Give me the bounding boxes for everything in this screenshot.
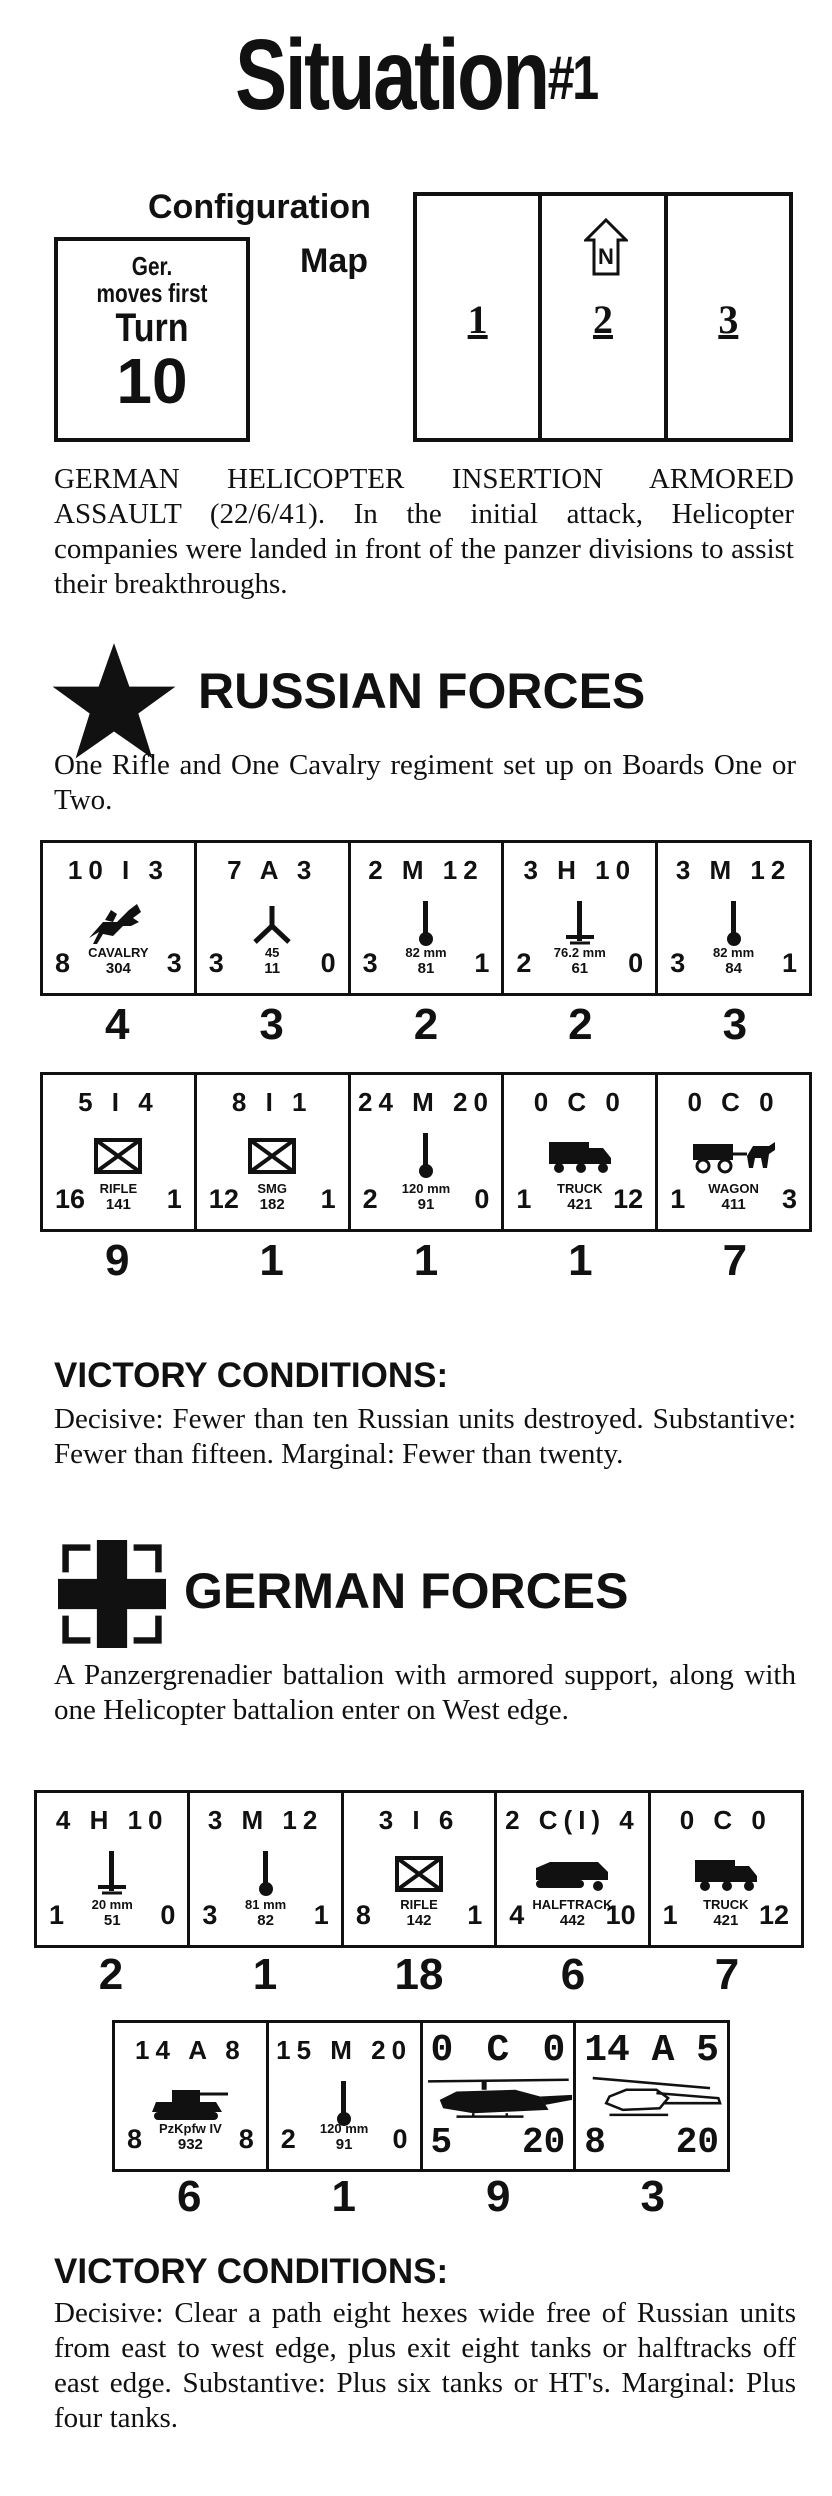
counter-range: 5 (696, 2029, 719, 2072)
counter-unit-id: 84 (725, 960, 742, 977)
halftrack-icon (497, 1847, 647, 1901)
antitank-gun-icon (197, 897, 348, 951)
counter-movement: 1 (320, 1184, 336, 1214)
counter-top-values: 2 M 12 (368, 855, 484, 885)
german-forces-heading: GERMAN FORCES (184, 1563, 629, 1619)
counter-movement: 0 (160, 1900, 176, 1930)
counter-unit-id: 82 (257, 1912, 274, 1929)
counter-movement: 1 (474, 948, 490, 978)
map-label: Map (300, 242, 368, 280)
german-counters-row-1 (34, 1790, 804, 1948)
counter-top-values: 14 A 8 (135, 2035, 246, 2065)
map-configuration (413, 192, 793, 442)
unit-count: 4 (104, 1000, 130, 1049)
counter-top-values: 10 I 3 (67, 855, 169, 885)
counter-top-values: 3 M 12 (675, 855, 792, 885)
counter-type-label: 45 (264, 945, 280, 960)
infantry-icon (197, 1129, 348, 1183)
turn-line-moves-first: moves first (96, 278, 208, 308)
howitzer-icon (37, 1847, 187, 1901)
unit-counter (504, 843, 658, 993)
counter-type-label: PzKpfw IV (158, 2121, 222, 2136)
counter-unit-id: 304 (105, 960, 131, 977)
counter-unit-id: 51 (103, 1912, 121, 1929)
counter-type-label: HALFTRACK (532, 1897, 613, 1912)
german-counts-row-2 (112, 2172, 730, 2222)
unit-counter (190, 1793, 343, 1945)
counter-movement: 12 (758, 1900, 790, 1930)
counter-defense: 1 (670, 1184, 686, 1214)
counter-defense: 3 (362, 948, 378, 978)
counter-movement: 20 (522, 2122, 566, 2163)
unit-count: 6 (560, 1950, 586, 1999)
unit-counter (351, 843, 505, 993)
red-star-icon (50, 640, 178, 764)
counter-type-label: 82 mm (405, 945, 447, 960)
german-setup-text: A Panzergrenadier battalion with armored support, along with one Helicopter battalion enter on West edge. (54, 1659, 796, 1726)
unit-counter (197, 843, 351, 993)
counter-movement: 20 (675, 2122, 719, 2163)
counter-unit-id: 91 (335, 2136, 353, 2153)
counter-defense: 3 (208, 948, 224, 978)
counter-unit-id: 91 (417, 1196, 435, 1213)
truck-icon (504, 1129, 655, 1183)
unit-count: 2 (568, 1000, 593, 1049)
unit-counter (344, 1793, 497, 1945)
unit-counter (43, 843, 197, 993)
counter-movement: 8 (238, 2124, 254, 2154)
unit-count: 3 (640, 2172, 665, 2221)
counter-top-values (431, 2029, 566, 2072)
unit-count: 1 (259, 1236, 284, 1285)
counter-movement: 10 (605, 1900, 636, 1930)
unit-count: 7 (722, 1236, 748, 1285)
counter-defense: 8 (55, 948, 71, 978)
counter-top-values: 5 I 4 (78, 1087, 159, 1117)
counter-unit-id: 421 (713, 1912, 739, 1929)
infantry-icon (43, 1129, 194, 1183)
counter-unit-id: 81 (417, 960, 435, 977)
turn-line-turn: Turn (115, 306, 189, 350)
unit-count: 3 (722, 1000, 748, 1049)
counter-type-label: 120 mm (319, 2121, 369, 2136)
counter-type-label: TRUCK (703, 1897, 749, 1912)
intro-text: GERMAN HELICOPTER INSERTION ARMORED ASSAULT (22/6/41). In the initial attack, Helicopter companies were landed in front of the panzer divisions to assist their breakthroughs. (54, 463, 794, 600)
counter-movement: 0 (392, 2124, 408, 2154)
counter-unit-id: 61 (571, 960, 589, 977)
counter-type: A (651, 2029, 675, 2072)
counter-defense: 1 (662, 1900, 678, 1930)
unit-counter (115, 2023, 269, 2169)
infantry-icon (344, 1847, 494, 1901)
unit-counter (576, 2023, 727, 2169)
counter-type-label: 82 mm (712, 945, 755, 960)
counter-type-label: RIFLE (99, 1181, 138, 1196)
counter-top-values: 3 H 10 (523, 855, 637, 885)
counter-defense: 3 (670, 948, 686, 978)
counter-type-label: SMG (257, 1181, 287, 1196)
counter-top-values: 4 H 10 (55, 1805, 169, 1835)
truck-icon (651, 1847, 801, 1901)
counter-top-values: 8 I 1 (231, 1087, 313, 1117)
counter-defense: 2 (362, 1184, 378, 1214)
counter-attack: 0 (430, 2029, 454, 2072)
counter-movement: 1 (467, 1900, 483, 1930)
unit-counter (43, 1075, 197, 1229)
russian-victory-heading: VICTORY CONDITIONS: (54, 1356, 449, 1395)
counter-defense: 1 (49, 1900, 65, 1930)
map-board-1 (417, 196, 542, 438)
unit-counter (197, 1075, 351, 1229)
counter-movement: 0 (320, 948, 336, 978)
map-board-number: 1 (467, 297, 488, 342)
counter-type: C (486, 2029, 510, 2072)
counter-unit-id: 411 (721, 1196, 746, 1213)
unit-count: 2 (413, 1000, 439, 1049)
mortar-icon (351, 897, 502, 951)
map-board-3 (668, 196, 789, 438)
russian-setup-text: One Rifle and One Cavalry regiment set up on Boards One or Two. (54, 749, 796, 816)
counter-movement: 12 (613, 1184, 644, 1214)
horse-icon (43, 897, 194, 951)
counter-unit-id: 182 (259, 1196, 285, 1213)
counter-top-values: 15 M 20 (276, 2035, 413, 2065)
balkenkreuz-icon (58, 1540, 166, 1648)
counter-defense: 16 (55, 1184, 86, 1214)
unit-count: 18 (394, 1950, 444, 1999)
counter-top-values: 0 C 0 (679, 1805, 772, 1835)
counter-defense: 1 (516, 1184, 532, 1214)
counter-movement: 0 (628, 948, 644, 978)
north-arrow-icon (584, 218, 628, 276)
counter-defense: 3 (202, 1900, 218, 1930)
unit-count: 3 (259, 1000, 284, 1049)
counter-movement: 3 (781, 1184, 797, 1214)
counter-unit-id: 11 (264, 960, 281, 977)
counter-bottom-values (584, 2122, 719, 2163)
unit-count: 7 (714, 1950, 740, 1999)
counter-top-values (584, 2029, 719, 2072)
german-counters-row-2 (112, 2020, 730, 2172)
unit-counter (497, 1793, 650, 1945)
wagon-icon (658, 1129, 809, 1183)
unit-count: 1 (331, 2172, 356, 2221)
counter-movement: 0 (474, 1184, 490, 1214)
unit-count: 1 (413, 1236, 439, 1285)
mortar-icon (658, 897, 809, 951)
counter-unit-id: 141 (105, 1196, 131, 1213)
unit-counter (269, 2023, 423, 2169)
page-title (92, 20, 741, 130)
russian-victory-text: Decisive: Fewer than ten Russian units destroyed. Substantive: Fewer than fifteen. Marginal: Fewer than twenty. (54, 1403, 796, 1470)
counter-defense: 2 (280, 2124, 296, 2154)
russian-counters-row-1 (40, 840, 812, 996)
counter-defense: 4 (509, 1900, 525, 1930)
counter-range: 0 (542, 2029, 566, 2072)
counter-movement: 3 (166, 948, 182, 978)
counter-defense: 8 (584, 2122, 606, 2163)
counter-movement: 1 (166, 1184, 182, 1214)
title-number: #1 (547, 44, 597, 113)
counter-type-label: TRUCK (557, 1181, 603, 1196)
counter-defense: 12 (208, 1184, 239, 1214)
counter-type-label: 81 mm (245, 1897, 287, 1912)
map-board-2 (542, 196, 667, 438)
counter-defense: 8 (355, 1900, 371, 1930)
unit-count: 1 (568, 1236, 593, 1285)
german-victory-heading: VICTORY CONDITIONS: (54, 2252, 449, 2291)
map-board-number: 2 (592, 297, 613, 342)
counter-top-values: 2 C(I) 4 (505, 1805, 640, 1835)
turn-count: 10 (116, 345, 188, 417)
turn-line-ger: Ger. (131, 251, 173, 281)
mortar-icon (351, 1129, 502, 1183)
unit-counter (651, 1793, 801, 1945)
counter-defense: 2 (516, 948, 532, 978)
unit-count: 1 (252, 1950, 278, 1999)
counter-defense: 8 (127, 2124, 143, 2154)
counter-unit-id: 442 (559, 1912, 585, 1929)
counter-type-label: 20 mm (91, 1897, 133, 1912)
mortar-icon (190, 1847, 340, 1901)
unit-count: 9 (104, 1236, 130, 1285)
counter-type-label: CAVALRY (88, 945, 149, 960)
unit-counter (423, 2023, 577, 2169)
counter-unit-id: 932 (177, 2136, 203, 2153)
german-victory-text: Decisive: Clear a path eight hexes wide free of Russian units from east to west edge, plus exit eight tanks or halftracks off east edge. Substantive: Plus six tanks or HT's. Marginal: Plus four tanks. (54, 2297, 796, 2434)
russian-counters-row-2 (40, 1072, 812, 1232)
unit-counter (351, 1075, 505, 1229)
counter-attack: 14 (584, 2029, 630, 2072)
unit-count: 6 (177, 2172, 202, 2221)
counter-type-label: RIFLE (400, 1897, 438, 1912)
howitzer-icon (504, 897, 655, 951)
counter-top-values: 0 C 0 (687, 1087, 780, 1117)
counter-top-values: 3 M 12 (207, 1805, 324, 1835)
unit-counter (504, 1075, 658, 1229)
counter-type-label: 76.2 mm (553, 945, 606, 960)
title-text: Situation (235, 19, 548, 131)
counter-top-values: 24 M 20 (358, 1087, 494, 1117)
unit-counter (658, 843, 809, 993)
german-counts-row-1 (34, 1950, 804, 2000)
unit-count: 2 (98, 1950, 124, 1999)
counter-movement: 1 (313, 1900, 329, 1930)
counter-movement: 1 (781, 948, 797, 978)
unit-count: 9 (486, 2172, 511, 2221)
russian-counts-row-1 (40, 1000, 812, 1050)
counter-top-values: 0 C 0 (533, 1087, 626, 1117)
counter-unit-id: 421 (567, 1196, 593, 1213)
russian-forces-heading: RUSSIAN FORCES (198, 663, 646, 719)
counter-bottom-values (431, 2122, 566, 2163)
russian-counts-row-2 (40, 1236, 812, 1286)
counter-defense: 5 (430, 2122, 453, 2163)
counter-type-label: WAGON (708, 1181, 759, 1196)
configuration-label: Configuration (148, 188, 371, 226)
map-board-number: 3 (718, 297, 739, 342)
north-label: N (598, 244, 615, 269)
counter-type-label: 120 mm (401, 1181, 451, 1196)
turn-box (54, 237, 250, 442)
counter-top-values: 3 I 6 (378, 1805, 460, 1835)
counter-top-values: 7 A 3 (227, 855, 318, 885)
unit-counter (37, 1793, 190, 1945)
unit-counter (658, 1075, 809, 1229)
counter-unit-id: 142 (406, 1912, 432, 1929)
